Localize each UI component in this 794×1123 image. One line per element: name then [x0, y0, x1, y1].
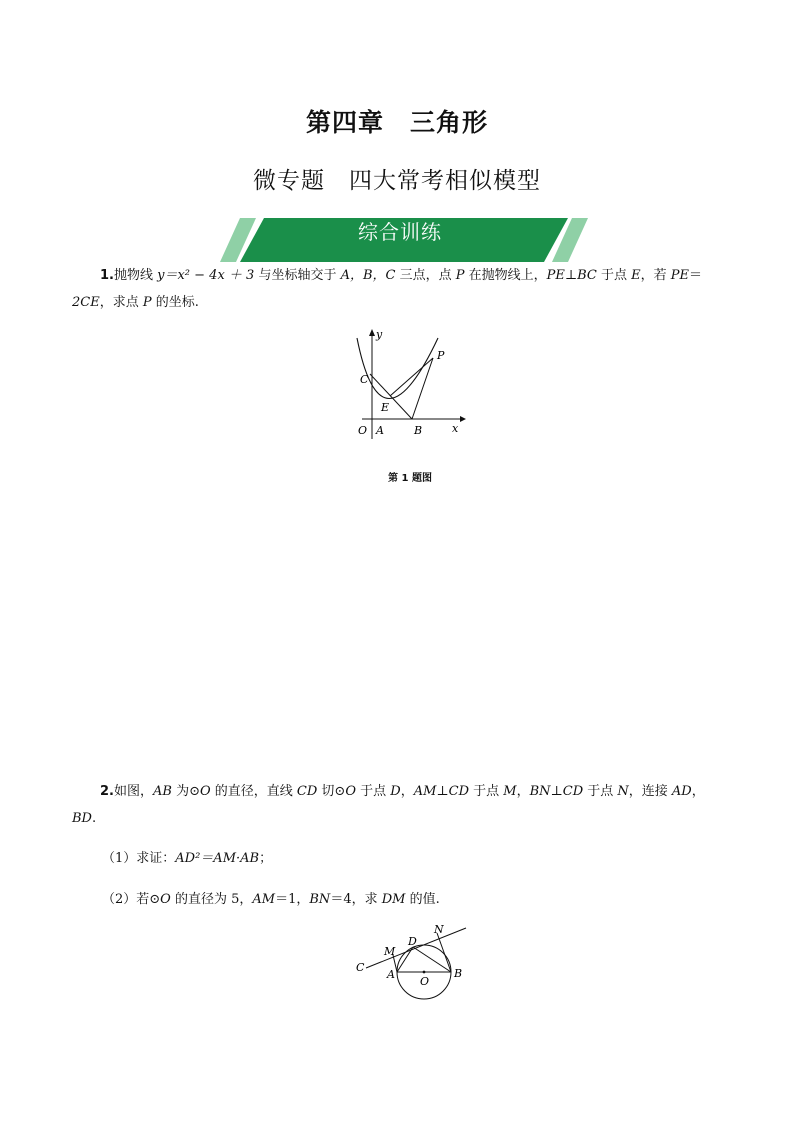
label-c: C — [356, 961, 365, 974]
question-1-figure — [340, 324, 480, 444]
parabola-equation: y＝x² − 4x ＋ 3 — [157, 268, 255, 283]
y-axis-arrow — [369, 329, 375, 336]
label-x: x — [452, 422, 459, 435]
question-2-part-1: （1）求证：AD²＝AM·AB； — [102, 851, 273, 866]
label-e: E — [381, 401, 390, 414]
label-p: P — [437, 349, 445, 362]
question-2-part-2: （2）若⊙O 的直径为 5，AM＝1，BN＝4，求 DM 的值. — [102, 892, 440, 907]
segment-bd — [413, 947, 451, 972]
label-b: B — [414, 424, 423, 437]
question-2-text: 2.如图，AB 为⊙O 的直径，直线 CD 切⊙O 于点 D，AM⊥CD 于点 M，BN⊥CD 于点 N，连接 AD，BD. — [72, 784, 705, 826]
segment-bn — [437, 933, 451, 972]
label-o: O — [420, 975, 430, 988]
label-c: C — [360, 373, 369, 386]
label-a: A — [376, 424, 384, 437]
label-d: D — [408, 935, 417, 948]
label-m: M — [384, 945, 396, 958]
question-1-text: 1.抛物线 y＝x² − 4x ＋ 3 与坐标轴交于 A，B，C 三点，点 P 在抛物线上，PE⊥BC 于点 E，若 PE＝2CE，求点 P 的坐标. — [72, 268, 703, 310]
label-y: y — [376, 328, 383, 341]
x-axis-arrow — [460, 416, 466, 422]
section-title: 微专题 四大常考相似模型 — [253, 168, 541, 194]
segment-cb — [370, 374, 412, 419]
label-b: B — [454, 967, 463, 980]
chapter-title: 第四章 三角形 — [305, 108, 488, 137]
center-point-o — [423, 971, 426, 974]
label-a: A — [387, 968, 395, 981]
segment-ad — [397, 947, 413, 972]
tangent-line-cd — [366, 928, 466, 968]
banner-label: 综合训练 — [358, 220, 442, 244]
question-1-number: 1. — [100, 268, 114, 283]
label-o: O — [358, 424, 368, 437]
question-2-figure — [350, 922, 470, 1012]
label-n: N — [434, 923, 444, 936]
question-2-number: 2. — [100, 784, 114, 799]
question-1-caption: 第 1 题图 — [388, 473, 432, 484]
